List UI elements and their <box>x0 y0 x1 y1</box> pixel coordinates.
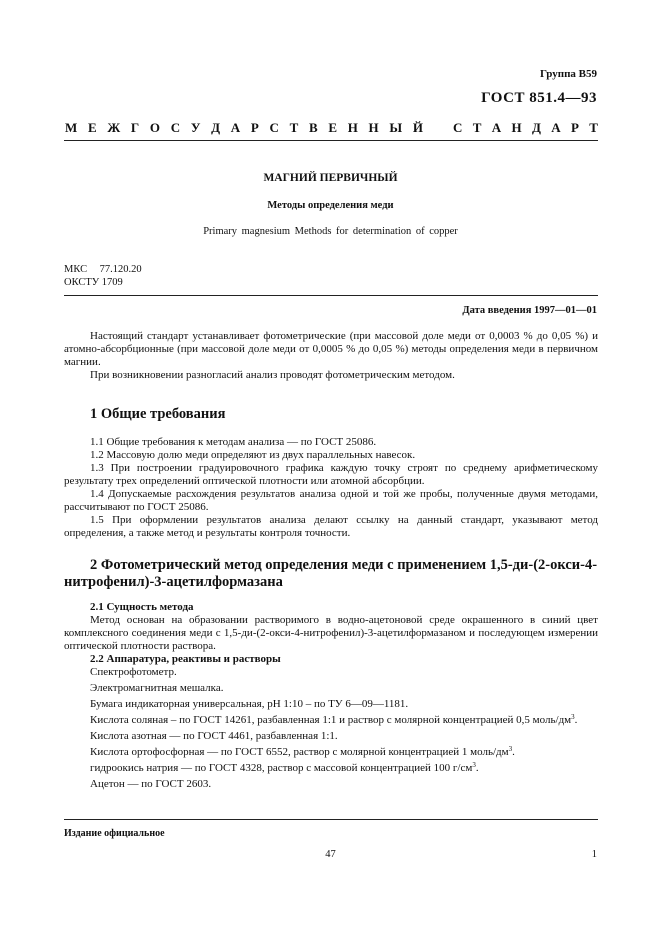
banner-letter: Д <box>211 120 221 135</box>
subsection-2-2-heading: 2.2 Аппаратура, реактивы и растворы <box>90 653 281 665</box>
banner-letter: С <box>170 120 181 135</box>
footer-divider <box>64 819 598 820</box>
okstu-code: ОКСТУ 1709 <box>64 277 123 288</box>
list-item: Спектрофотометр. <box>90 666 177 678</box>
top-divider <box>64 140 598 141</box>
english-title: Primary magnesium Methods for determination of copper <box>203 226 458 237</box>
banner-letter: Н <box>368 120 379 135</box>
group-code: Группа В59 <box>539 68 597 80</box>
subsection-2-1-heading: 2.1 Сущность метода <box>90 601 194 613</box>
banner-letter: Е <box>87 120 97 135</box>
banner-letter: С <box>269 120 279 135</box>
mks-value: 77.120.20 <box>99 264 142 275</box>
naoh-text: гидроокись натрия — по ГОСТ 4328, раствор с массовой концентрацией 100 г/см <box>90 762 473 774</box>
gost-number: ГОСТ 851.4—93 <box>481 90 597 106</box>
introduction-date: Дата введения 1997—01—01 <box>462 305 597 316</box>
superscript: 3 <box>571 713 575 721</box>
section-1-heading <box>64 406 598 423</box>
section-2-heading-text: 2 Фотометрический метод определения меди с применением 1,5-ди-(2-окси-4-нитрофенил)-3-ацетилформазана <box>64 557 598 590</box>
list-item: 1.3 При построении градуировочного графика каждую точку строят по среднему арифметическому результату трех определений оптической плотности или атомной абсорбции. <box>64 462 598 487</box>
list-item: Кислота азотная — по ГОСТ 4461, разбавленная 1:1. <box>90 730 338 742</box>
banner-letter: Е <box>328 120 337 135</box>
hcl-text: Кислота соляная – по ГОСТ 14261, разбавленная 1:1 и раствор с молярной концентрацией 0,5 моль/дм <box>90 714 572 726</box>
banner-letter: М <box>65 120 78 135</box>
list-item: Кислота ортофосфорная — по ГОСТ 6552, раствор с молярной концентрацией 1 моль/$дм^3$. <box>90 745 515 758</box>
list-item: Бумага индикаторная универсальная, рН 1:10 – по ТУ 6—09—1181. <box>90 698 409 710</box>
document-subtitle: Методы определения меди <box>267 200 394 211</box>
banner-letter: Г <box>130 120 140 135</box>
banner-letter: А <box>491 120 502 135</box>
section-2-text <box>64 601 598 791</box>
banner-letter: В <box>308 120 318 135</box>
list-item: Электромагнитная мешалка. <box>90 682 224 694</box>
interstate-standard-banner <box>65 120 598 136</box>
classification-codes <box>64 263 142 289</box>
banner-letter: А <box>551 120 561 135</box>
list-item: гидроокись натрия — по ГОСТ 4328, раствор с массовой концентрацией 100 $г/см^3$. <box>90 761 479 774</box>
document-title: МАГНИЙ ПЕРВИЧНЫЙ <box>263 172 398 184</box>
banner-word-standard <box>453 120 598 136</box>
list-item: Ацетон — по ГОСТ 2603. <box>90 778 212 790</box>
sheet-number: 1 <box>591 849 597 860</box>
section-2-heading <box>64 557 598 591</box>
intro-paragraph: При возникновении разногласий анализ проводят фотометрическим методом. <box>90 369 455 381</box>
h3po4-text: Кислота ортофосфорная — по ГОСТ 6552, раствор с молярной концентрацией 1 моль/дм <box>90 746 509 758</box>
banner-letter: О <box>149 120 161 135</box>
page-number: 47 <box>325 849 336 860</box>
list-item: 1.2 Массовую долю меди определяют из двух параллельных навесок. <box>90 449 416 461</box>
banner-letter: Н <box>347 120 358 135</box>
banner-letter: У <box>190 120 201 135</box>
mks-label: МКС <box>64 264 88 275</box>
banner-letter: А <box>230 120 241 135</box>
superscript: 3 <box>472 761 476 769</box>
banner-letter: Т <box>472 120 482 135</box>
banner-letter: С <box>453 120 463 135</box>
banner-letter: Т <box>589 120 598 135</box>
superscript: 3 <box>508 745 513 753</box>
banner-letter: Т <box>289 120 299 135</box>
section-1-text <box>64 436 598 540</box>
banner-letter: Й <box>412 120 423 135</box>
banner-letter: Д <box>531 120 541 135</box>
banner-word-interstate <box>65 120 423 136</box>
method-principle: Метод основан на образовании растворимого в водно-ацетоновой среде окрашенного в синий цвет комплексного соединения меди с 1,5-ди-(2-окси-4-нитрофенил)-3-ацетилформазаном и последующем измерении оптической плотности раствора. <box>64 614 598 652</box>
banner-letter: Ж <box>107 120 121 135</box>
date-divider <box>64 295 598 296</box>
banner-letter: Ы <box>389 120 403 135</box>
banner-letter: Р <box>570 120 579 135</box>
banner-letter: Н <box>511 120 522 135</box>
intro-text <box>64 330 598 382</box>
list-item: 1.5 При оформлении результатов анализа делают ссылку на данный стандарт, указывают метод определения, а также метод и результаты контроля точности. <box>64 514 598 539</box>
list-item: 1.1 Общие требования к методам анализа — по ГОСТ 25086. <box>90 436 377 448</box>
list-item: Кислота соляная – по ГОСТ 14261, разбавленная 1:1 и раствор с молярной концентрацией 0,5 моль/$дм^3$. <box>90 713 578 726</box>
section-1-heading-text: 1 Общие требования <box>90 406 226 422</box>
list-item: 1.4 Допускаемые расхождения результатов анализа одной и той же пробы, полученные двумя методами, рассчитывают по ГОСТ 25086. <box>64 488 598 513</box>
intro-paragraph: Настоящий стандарт устанавливает фотометрические (при массовой доле меди от 0,0003 % до 0,05 %) и атомно-абсорбционные (при массовой доле меди от 0,0005 % до 0,05 %) методы определения меди в первичном магнии. <box>64 330 598 368</box>
banner-letter: Р <box>250 120 259 135</box>
official-edition-note: Издание официальное <box>64 828 165 839</box>
